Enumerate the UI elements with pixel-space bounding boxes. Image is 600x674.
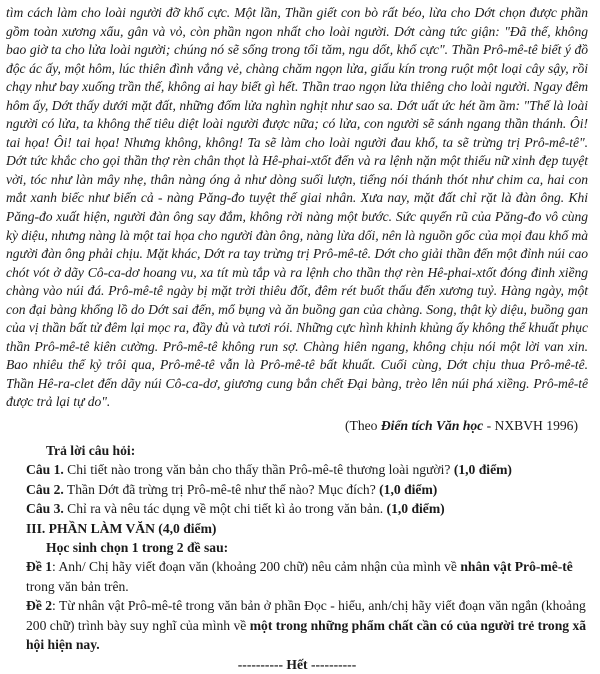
question-1 — [6, 460, 588, 479]
question-2-points: (1,0 điểm) — [379, 481, 438, 497]
topic-1-text: : Anh/ Chị hãy viết đoạn văn (khoảng 200 chữ) nêu cảm nhận của mình về — [52, 559, 461, 575]
question-1-label: Câu 1. — [26, 462, 64, 478]
topic-2-emphasis: một trong những phẩm chất cần có của người trẻ trong xã hội hiện nay. — [26, 617, 587, 653]
topic-2 — [6, 596, 588, 654]
question-2-label: Câu 2. — [26, 481, 64, 497]
question-3-points: (1,0 điểm) — [386, 501, 445, 517]
section-3-instruction: Học sinh chọn 1 trong 2 đề sau: — [46, 540, 229, 556]
end-marker: ---------- Hết ---------- — [237, 656, 357, 672]
source-suffix: - NXBVH 1996) — [483, 418, 578, 434]
section-3-title: III. PHẦN LÀM VĂN (4,0 điểm) — [26, 520, 217, 536]
passage-text: tìm cách làm cho loài người đỡ khổ cực. Một lần, Thần giết con bò rất béo, lừa cho Dớt chọn được phần gồm toàn xương xẩu, gân và vỏ, còn phần ngon nhất cho loài người. Dớt càng tức giận: "Đã thế, không bao giờ ta cho lửa loài người; chúng nó sẽ sống trong tối tăm, ngu dốt, khổ cực". Thần Prô-mê-tê biết ý đồ độc ác ấy, một hôm, lúc thiên đình vắng vẻ, chàng chăm ngọn lửa, giấu kín trong ruột một loại cây sậy, rồi chạy như bay xuống trần thế, không ai hay biết gì hết. Thần trao ngọn lửa thiêng cho loài người. Ngay đêm hôm ấy, Dớt thấy dưới mặt đất, những đốm lửa nghìn nghịt như sao sa. Dớt uất ức hét ầm ầm: "Thế là loài người có lửa, ta không thể tiêu diệt loài người được nữa; có lửa, con người sẽ sánh ngang thần thánh. Ôi! tai họa! Ôi! tai họa! Nhưng không, không! Ta sẽ làm cho loài người đau khổ, ta sẽ trừng trị Prô-mê-tê". Dớt tức khắc cho gọi thần thợ rèn chân thọt là Hê-phai-xtốt đến và ra lệnh nặn một thiếu nữ xinh đẹp tuyệt vời, tóc như làn mây nhẹ, thân nàng óng ả như dòng suối lượn, tiếng nói thánh thót như chim ca, hai con mắt xanh biếc như biển cả - nàng Păng-đo tuyệt thế giai nhân. Xưa nay, mặt đất chỉ rặt là đàn ông. Khi Păng-đo xuất hiện, người đàn ông say đắm, không rời nàng một bước. Sức quyến rũ của Păng-đo vô cùng kỳ diệu, nhưng nàng là một tai họa cho người đàn ông, nàng lừa dối, nên là nguồn gốc của mọi đau khổ mà người đàn ông phải chịu. Mặt khác, Dớt ra tay trừng trị Prô-mê-tê. Dớt cho giải thần đến một đỉnh núi cao chót vót ở dãy Cô-ca-dơ hoang vu, xa tít mù tắp và ra lệnh cho thần thợ rèn Hê-phai-xtốt đóng đinh xiềng chàng vào núi đá. Prô-mê-tê ngày bị mặt trời thiêu đốt, đêm rét buốt thấu đến xương tuỷ. Hàng ngày, một con đại bàng khổng lồ do Dớt sai đến, mổ bụng và ăn buồng gan của chàng. Song, thật kỳ diệu, buồng gan của vị thần bất tử đêm lại mọc ra, đầy đủ và tươi rói. Những cực hình khinh khủng ấy không thể khuất phục thần Prô-mê-tê kiên cường. Prô-mê-tê không run sợ. Chàng hiên ngang, không chịu nói một lời van xin. Bao nhiêu thế kỷ trôi qua, Prô-mê-tê vẫn là Prô-mê-tê bất khuất. Cuối cùng, Dớt chịu thua Prô-mê-tê. Thần Hê-ra-clet đến dãy núi Cô-ca-dơ, giương cung bắn chết Đại bàng, trèo lên núi phá xiềng. Prô-mê-tê được trả lại tự do". — [6, 5, 588, 410]
question-1-text: Chi tiết nào trong văn bản cho thấy thần Prô-mê-tê thương loài người? — [63, 462, 454, 478]
question-3 — [6, 499, 588, 518]
source-prefix: (Theo — [345, 418, 381, 434]
topic-1-label: Đề 1 — [26, 559, 53, 575]
passage-source — [6, 416, 578, 435]
source-title: Điển tích Văn học — [380, 418, 484, 434]
question-2 — [6, 480, 588, 499]
topic-1 — [6, 557, 588, 596]
questions-heading: Trả lời câu hỏi: — [46, 443, 136, 459]
topic-2-label: Đề 2 — [26, 598, 53, 614]
topic-1-end: trong văn bản trên. — [26, 578, 129, 594]
question-3-label: Câu 3. — [26, 501, 64, 517]
question-2-text: Thần Dớt đã trừng trị Prô-mê-tê như thế nào? Mục đích? — [63, 481, 380, 497]
question-1-points: (1,0 điểm) — [453, 462, 512, 478]
question-3-text: Chỉ ra và nêu tác dụng về một chi tiết kì ảo trong văn bản. — [63, 501, 387, 517]
topic-2-text: : Từ nhân vật Prô-mê-tê trong văn bản ở phần Đọc - hiểu, anh/chị hãy viết đoạn văn ngắn (khoảng 200 chữ) trình bày suy nghĩ của mình về — [26, 598, 586, 633]
reading-passage — [6, 4, 588, 412]
topic-1-emphasis: nhân vật Prô-mê-tê — [460, 559, 573, 575]
questions-section — [6, 441, 588, 674]
